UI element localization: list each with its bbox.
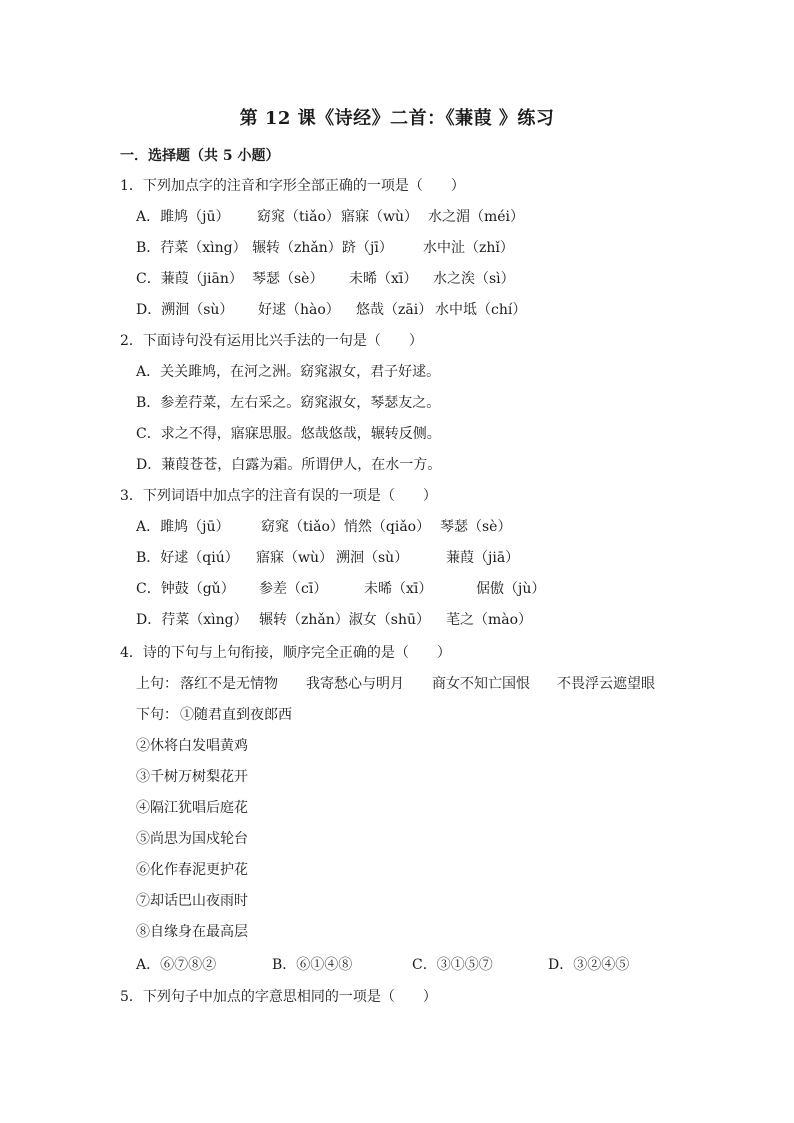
q1-option-b-part: 辗转（zhǎn）: [252, 240, 342, 256]
q1-option-b-part: B．荇菜（xìng）: [136, 240, 247, 256]
q3-option-a-part: 窈窕（tiǎo）悄然（qiǎo）: [261, 519, 431, 535]
q4-option-b: B．⑥①④⑧: [272, 957, 353, 973]
q1-option-a-part: 水之湄（méi）: [428, 209, 525, 225]
q3-option-b-part: 寤寐（wù）: [256, 550, 333, 566]
q4-lower-line: ⑥化作春泥更护花: [136, 862, 248, 878]
q4-lower-line: ⑧自缘身在最高层: [136, 924, 248, 940]
q2-option-b: B．参差荇菜，左右采之。窈窕淑女，琴瑟友之。: [136, 395, 441, 411]
q4-upper-line: 商女不知亡国恨: [432, 676, 530, 692]
q2-option-d: D．蒹葭苍苍，白露为霜。所谓伊人，在水一方。: [136, 457, 442, 473]
question-5-stem: 5．下列句子中加点的字意思相同的一项是（ ）: [120, 989, 437, 1005]
q3-option-d-part: D．荇菜（xìng）: [136, 612, 248, 628]
q3-option-a-part: A．雎鸠（jū）: [136, 519, 230, 535]
q1-option-b-part: 跻（jī）: [342, 240, 393, 256]
q1-option-c-part: 琴瑟（sè）: [252, 271, 324, 287]
q4-lower-line: ③千树万树梨花开: [136, 769, 248, 785]
q4-option-c: C．③①⑤⑦: [412, 957, 493, 973]
q1-option-d-part: 悠哉（zāi）: [356, 302, 433, 318]
q3-option-c-part: 参差（cī）: [259, 581, 328, 597]
question-4-stem: 4．诗的下句与上句衔接，顺序完全正确的是（ ）: [120, 645, 451, 661]
q3-option-d-part: 辗转（zhǎn）淑女（shū）: [259, 612, 430, 628]
q4-lower-label: 下句：: [136, 707, 178, 723]
question-2-stem: 2．下面诗句没有运用比兴手法的一句是（ ）: [120, 333, 423, 349]
q1-option-c-part: C．蒹葭（jiān）: [136, 271, 243, 287]
q4-lower-line: ②休将白发唱黄鸡: [136, 738, 248, 754]
q4-lower-line: ⑤尚思为国戍轮台: [136, 831, 248, 847]
q4-upper-line: 我寄愁心与明月: [306, 676, 404, 692]
q1-option-c-part: 水之涘（sì）: [433, 271, 515, 287]
q2-option-a: A．关关雎鸠，在河之洲。窈窕淑女，君子好逑。: [136, 364, 441, 380]
q1-option-c-part: 未晞（xī）: [349, 271, 418, 287]
q3-option-d-part: 芼之（mào）: [446, 612, 533, 628]
q4-upper-line: 落红不是无情物: [180, 676, 278, 692]
q3-option-a-part: 琴瑟（sè）: [440, 519, 512, 535]
q1-option-d-part: 水中坻（chí）: [435, 302, 527, 318]
q1-option-b-part: 水中沚（zhǐ）: [423, 240, 514, 256]
q3-option-b-part: 溯洄（sù）: [336, 550, 409, 566]
q4-option-a: A．⑥⑦⑧②: [136, 957, 217, 973]
q1-option-d-part: 好逑（hào）: [258, 302, 340, 318]
question-1-stem: 1．下列加点字的注音和字形全部正确的一项是（ ）: [120, 178, 465, 194]
q4-option-d: D．③②④⑤: [548, 957, 630, 973]
q1-option-a-part: 窈窕（tiǎo）: [257, 209, 340, 225]
q4-lower-line: ①随君直到夜郎西: [180, 707, 292, 723]
q2-option-c: C．求之不得，寤寐思服。悠哉悠哉，辗转反侧。: [136, 426, 441, 442]
section-heading: 一．选择题（共 5 小题）: [120, 148, 280, 164]
q3-option-b-part: 蒹葭（jiā）: [446, 550, 520, 566]
q3-option-c-part: 倨傲（jù）: [476, 581, 546, 597]
q4-lower-line: ④隔江犹唱后庭花: [136, 800, 248, 816]
q4-lower-line: ⑦却话巴山夜雨时: [136, 893, 248, 909]
q4-upper-label: 上句：: [136, 676, 178, 692]
q3-option-c-part: C．钟鼓（gǔ）: [136, 581, 235, 597]
q1-option-d-part: D．溯洄（sù）: [136, 302, 234, 318]
question-3-stem: 3．下列词语中加点字的注音有误的一项是（ ）: [120, 488, 437, 504]
q4-upper-line: 不畏浮云遮望眼: [557, 676, 655, 692]
q3-option-c-part: 未晞（xī）: [364, 581, 433, 597]
q1-option-a-part: 寤寐（wù）: [341, 209, 418, 225]
page-title: 第 12 课《诗经》二首：《蒹葭 》练习: [239, 108, 555, 129]
q3-option-b-part: B．好逑（qiú）: [136, 550, 239, 566]
q1-option-a-part: A．雎鸠（jū）: [136, 209, 230, 225]
